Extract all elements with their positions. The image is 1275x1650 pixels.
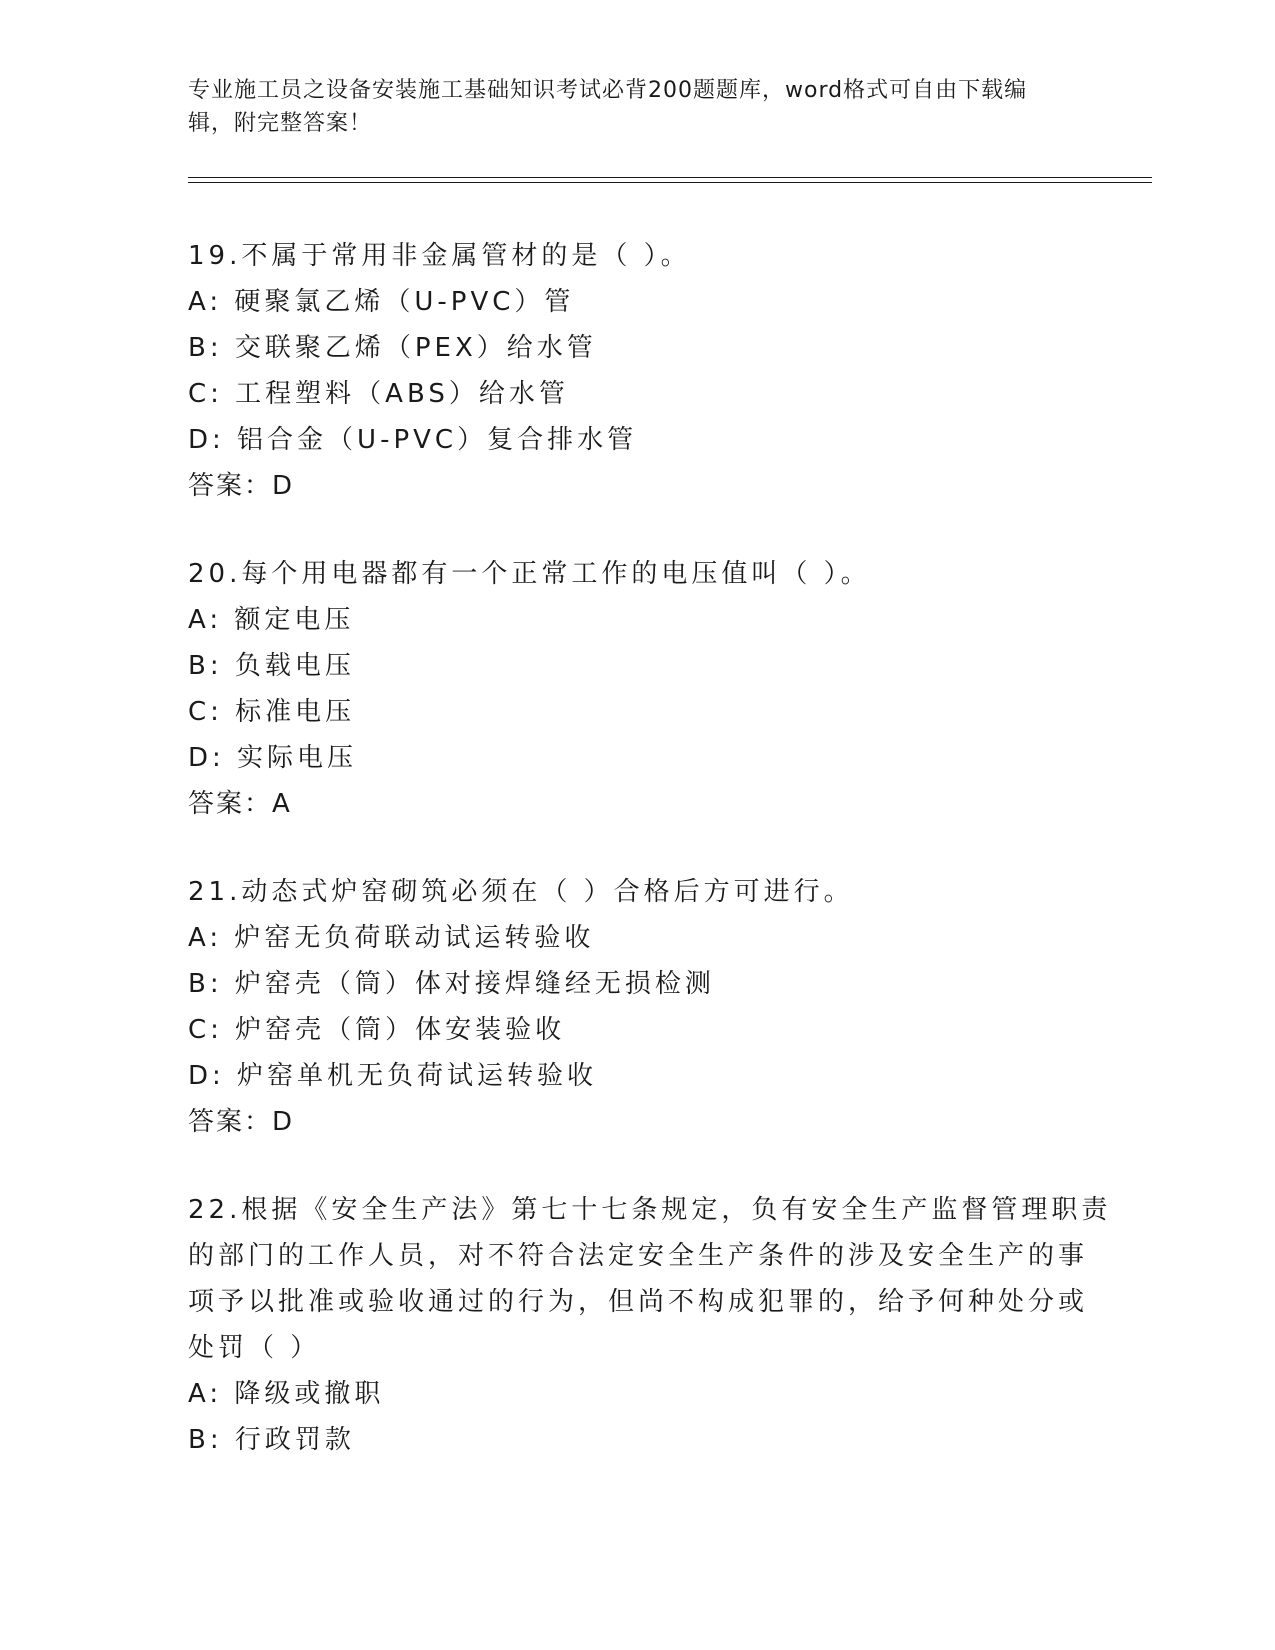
option-b: B: 行政罚款 (188, 1425, 355, 1455)
option-a: A: 炉窑无负荷联动试运转验收 (188, 923, 595, 953)
option-d: D: 炉窑单机无负荷试运转验收 (188, 1061, 598, 1091)
question-stem-line: 22.根据《安全生产法》第七十七条规定，负有安全生产监督管理职责 (188, 1195, 1112, 1225)
option-a: A: 硬聚氯乙烯（U-PVC）管 (188, 287, 575, 317)
option-d: D: 铝合金（U-PVC）复合排水管 (188, 425, 638, 455)
header-divider-bottom (188, 182, 1152, 183)
option-d: D: 实际电压 (188, 743, 358, 773)
option-c: C: 工程塑料（ABS）给水管 (188, 379, 569, 409)
question-stem: 20.每个用电器都有一个正常工作的电压值叫（ ）。 (188, 559, 871, 589)
option-b: B: 负载电压 (188, 651, 355, 681)
question-stem: 21.动态式炉窑砌筑必须在（ ）合格后方可进行。 (188, 877, 854, 907)
option-a: A: 降级或撤职 (188, 1379, 385, 1409)
answer-label: 答案：A (188, 789, 292, 819)
document-header: 专业施工员之设备安装施工基础知识考试必背200题题库，word格式可自由下载编辑，附完整答案！ (188, 78, 1028, 136)
question-19 (188, 233, 1088, 509)
option-c: C: 标准电压 (188, 697, 356, 727)
question-stem-line: 处罚（ ） (188, 1333, 321, 1363)
option-c: C: 炉窑壳（筒）体安装验收 (188, 1015, 566, 1045)
option-b: B: 炉窑壳（筒）体对接焊缝经无损检测 (188, 969, 715, 999)
option-a: A: 额定电压 (188, 605, 355, 635)
option-b: B: 交联聚乙烯（PEX）给水管 (188, 333, 597, 363)
question-stem-line: 项予以批准或验收通过的行为，但尚不构成犯罪的，给予何种处分或 (188, 1287, 1089, 1317)
header-divider-top (188, 177, 1152, 178)
answer-label: 答案：D (188, 471, 295, 501)
question-list (188, 233, 1112, 1505)
question-20 (188, 551, 1088, 827)
question-22 (188, 1187, 1112, 1463)
question-stem: 19.不属于常用非金属管材的是（ ）。 (188, 241, 691, 271)
answer-label: 答案：D (188, 1107, 295, 1137)
question-stem-line: 的部门的工作人员，对不符合法定安全生产条件的涉及安全生产的事 (188, 1241, 1089, 1271)
question-21 (188, 869, 1088, 1145)
